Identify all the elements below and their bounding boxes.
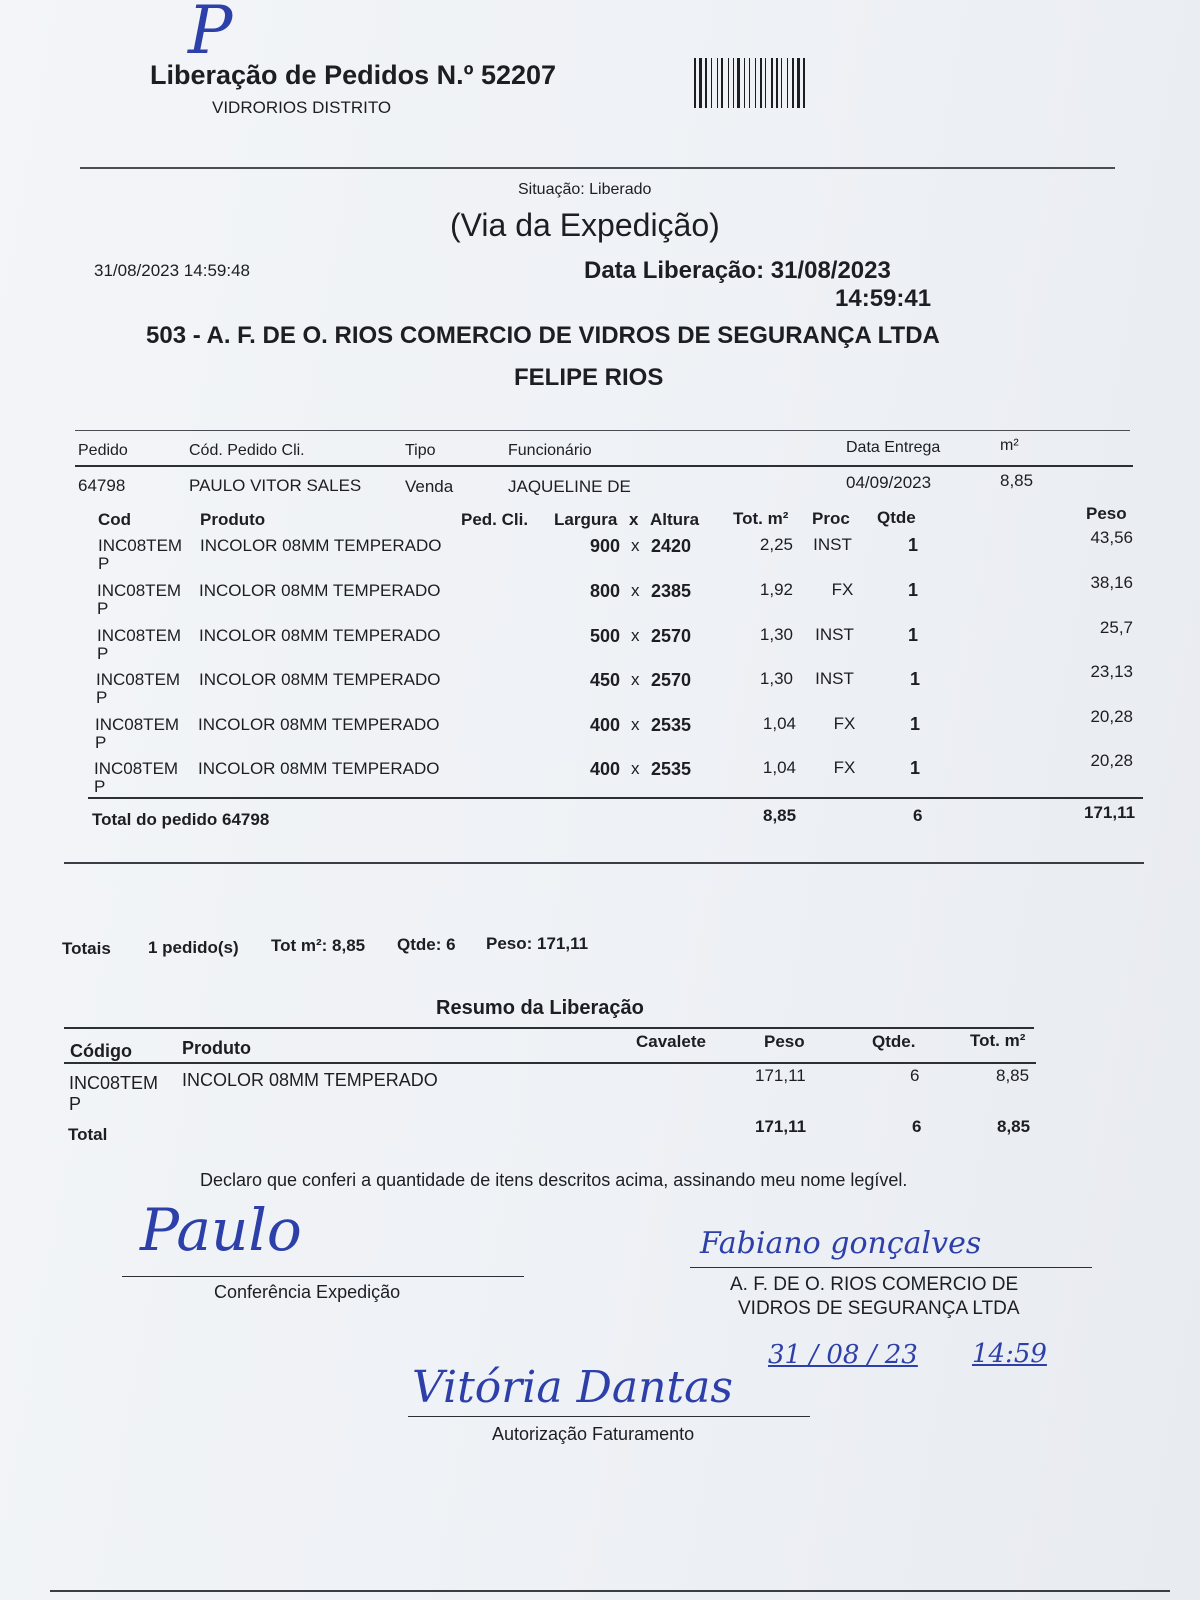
handwritten-time: 14:59 [972,1339,1047,1369]
order-total-peso: 171,11 [1084,803,1136,822]
order-funcionario-value: JAQUELINE DE [508,477,631,496]
totais-peso: Peso: 171,11 [486,934,589,953]
signature-line-autorizacao [408,1416,810,1417]
order-table-header-line [75,465,1133,467]
resumo-total-qtde: 6 [912,1117,922,1136]
totais-tot-m2: Tot m²: 8,85 [271,936,366,955]
data-liberacao: Data Liberação: 31/08/2023 [584,257,891,284]
conferencia-label: Conferência Expedição [214,1282,401,1302]
resumo-total-tot-m2: 8,85 [997,1117,1031,1136]
barcode-bar [694,58,696,108]
barcode-bar [728,58,729,108]
items-total-line [88,797,1143,799]
barcode-bar [737,58,740,108]
barcode-graphic [694,58,876,108]
handwritten-initial: P [188,0,233,69]
autorizacao-label: Autorização Faturamento [492,1424,695,1444]
order-data-entrega-value: 04/09/2023 [846,473,932,492]
item-tot-m2: 1,04 [762,758,796,777]
empresa-label-line1: A. F. DE O. RIOS COMERCIO DE [730,1274,1019,1295]
items-header-proc: Proc [812,509,850,528]
item-qtde: 1 [907,580,918,600]
situacao-text: Situação: Liberado [518,181,652,198]
item-x: x [631,715,640,734]
item-tot-m2: 1,92 [759,580,793,599]
item-cod-suffix: P [94,777,106,796]
item-tot-m2: 1,30 [759,625,793,644]
signature-line-empresa [690,1267,1092,1268]
item-cod: INC08TEM [96,670,181,689]
barcode-bar [749,58,750,108]
order-pedido-value: 64798 [78,476,126,495]
items-header-produto: Produto [200,510,266,529]
resumo-header-peso: Peso [764,1032,805,1051]
item-altura: 2535 [651,759,692,779]
table-row [0,707,1200,755]
items-header-cod: Cod [98,510,132,529]
order-table-top-line [75,430,1130,431]
item-largura: 450 [589,670,620,690]
item-cod-suffix: P [97,644,109,663]
order-tipo-value: Venda [405,477,454,496]
totais-qtde: Qtde: 6 [397,935,456,954]
empresa-label-line2: VIDROS DE SEGURANÇA LTDA [738,1298,1020,1319]
resumo-top-line [64,1027,1034,1029]
order-block-divider [64,862,1144,864]
item-produto: INCOLOR 08MM TEMPERADO [198,715,440,734]
resumo-row-codigo: INC08TEM [69,1073,159,1093]
item-qtde: 1 [909,714,920,734]
item-proc: INST [815,625,854,644]
order-m2-value: 8,85 [1000,471,1034,490]
resumo-header-tot-m2: Tot. m² [970,1031,1026,1050]
barcode-bar [744,58,745,108]
table-row [0,573,1200,621]
item-produto: INCOLOR 08MM TEMPERADO [198,759,440,778]
barcode-bar [797,58,800,108]
item-cod-suffix: P [96,688,108,707]
item-tot-m2: 1,04 [762,714,796,733]
col-header-funcionario: Funcionário [508,442,592,459]
item-tot-m2: 1,30 [759,669,793,688]
items-header-altura: Altura [650,510,700,529]
item-proc: FX [833,758,856,777]
barcode-bar [787,58,788,108]
item-cod-suffix: P [98,554,110,573]
item-cod: INC08TEM [97,626,182,645]
item-altura: 2535 [651,715,692,735]
barcode-bar [755,58,756,108]
item-altura: 2570 [651,626,692,646]
item-proc: FX [831,580,854,599]
items-header-tot-m2: Tot. m² [733,509,789,528]
item-produto: INCOLOR 08MM TEMPERADO [199,626,441,645]
company-short-name: VIDRORIOS DISTRITO [212,98,392,117]
item-peso: 43,56 [1090,528,1133,547]
item-produto: INCOLOR 08MM TEMPERADO [200,536,442,555]
document-title: Liberação de Pedidos N.º 52207 [150,60,557,90]
item-altura: 2385 [651,581,692,601]
resumo-row-peso: 171,11 [755,1066,806,1085]
barcode-bar [760,58,762,108]
resumo-row-codigo-suffix: P [69,1094,82,1114]
barcode-bar [733,58,734,108]
col-header-tipo: Tipo [405,442,436,459]
handwritten-date: 31 / 08 / 23 [768,1340,918,1370]
table-row [0,528,1200,576]
item-x: x [631,670,640,689]
resumo-row-tot-m2: 8,85 [996,1066,1030,1085]
totais-label: Totais [62,939,111,958]
item-cod-suffix: P [97,599,109,618]
items-header-x: x [629,510,639,529]
barcode-bar [792,58,794,108]
resumo-header-line [64,1062,1036,1064]
header-divider [80,167,1115,169]
item-cod: INC08TEM [95,715,180,734]
resumo-row-produto: INCOLOR 08MM TEMPERADO [182,1070,438,1090]
barcode-bar [699,58,702,108]
signature-autorizacao: Vitória Dantas [412,1362,733,1413]
item-cod: INC08TEM [94,759,179,778]
data-liberacao-time: 14:59:41 [835,285,932,312]
item-x: x [631,759,640,778]
table-row [0,618,1200,666]
via-expedicao-text: (Via da Expedição) [450,207,720,243]
item-largura: 400 [589,759,620,779]
resumo-header-cavalete: Cavalete [636,1032,706,1051]
barcode-bar [705,58,707,108]
barcode-bar [803,58,805,108]
resumo-total-label: Total [68,1125,108,1144]
item-largura: 800 [589,581,620,601]
item-cod-suffix: P [95,733,107,752]
table-row [0,662,1200,710]
item-largura: 900 [589,536,620,556]
signature-empresa: Fabiano gonçalves [700,1226,982,1261]
item-peso: 20,28 [1090,751,1133,770]
resumo-row-qtde: 6 [910,1066,920,1085]
resumo-header-codigo: Código [70,1041,132,1061]
order-total-label: Total do pedido 64798 [92,810,270,829]
barcode-bar [721,58,723,108]
item-x: x [631,536,640,555]
barcode-bar [771,58,773,108]
totais-pedidos: 1 pedido(s) [148,938,239,957]
client-contact: FELIPE RIOS [514,364,664,391]
item-peso: 20,28 [1090,707,1133,726]
col-header-m2: m² [1000,437,1019,454]
item-qtde: 1 [907,625,918,645]
item-produto: INCOLOR 08MM TEMPERADO [199,670,441,689]
item-proc: INST [815,669,854,688]
item-qtde: 1 [909,758,920,778]
order-total-tot-m2: 8,85 [763,806,797,825]
client-line: 503 - A. F. DE O. RIOS COMERCIO DE VIDROS DE SEGURANÇA LTDA [146,322,940,349]
item-peso: 38,16 [1090,573,1133,592]
item-largura: 400 [589,715,620,735]
barcode-bar [711,58,712,108]
barcode-bar [781,58,782,108]
col-header-data-entrega: Data Entrega [846,439,941,456]
item-cod: INC08TEM [98,536,183,555]
items-header-peso: Peso [1086,504,1127,523]
col-header-cod-pedido-cli: Cód. Pedido Cli. [189,442,305,459]
barcode-bar [765,58,766,108]
footer-line [50,1590,1170,1592]
barcode-bar [776,58,778,108]
resumo-title: Resumo da Liberação [436,997,644,1019]
item-peso: 25,7 [1099,618,1133,637]
items-header-ped-cli: Ped. Cli. [461,510,529,529]
signature-line-conferencia [122,1276,524,1277]
item-altura: 2570 [651,670,692,690]
item-largura: 500 [589,626,620,646]
item-cod: INC08TEM [97,581,182,600]
barcode [694,58,876,113]
item-proc: FX [833,714,856,733]
resumo-header-produto: Produto [182,1038,251,1058]
item-qtde: 1 [907,535,918,555]
table-row [0,751,1200,799]
item-altura: 2420 [651,536,692,556]
item-x: x [631,626,640,645]
resumo-total-peso: 171,11 [755,1117,807,1136]
col-header-pedido: Pedido [78,442,128,459]
order-total-qtde: 6 [913,806,923,825]
item-x: x [631,581,640,600]
item-produto: INCOLOR 08MM TEMPERADO [199,581,441,600]
item-tot-m2: 2,25 [759,535,793,554]
order-cod-pedido-cli-value: PAULO VITOR SALES [189,476,362,495]
item-qtde: 1 [909,669,920,689]
items-header-largura: Largura [554,510,618,529]
item-peso: 23,13 [1090,662,1133,681]
barcode-bar [717,58,718,108]
items-header-qtde: Qtde [877,508,916,527]
printed-timestamp: 31/08/2023 14:59:48 [94,261,250,280]
item-proc: INST [813,535,852,554]
resumo-header-qtde: Qtde. [872,1032,916,1051]
signature-conferencia: Paulo [140,1196,302,1264]
declaration-text: Declaro que conferi a quantidade de itens descritos acima, assinando meu nome legível. [200,1170,908,1190]
